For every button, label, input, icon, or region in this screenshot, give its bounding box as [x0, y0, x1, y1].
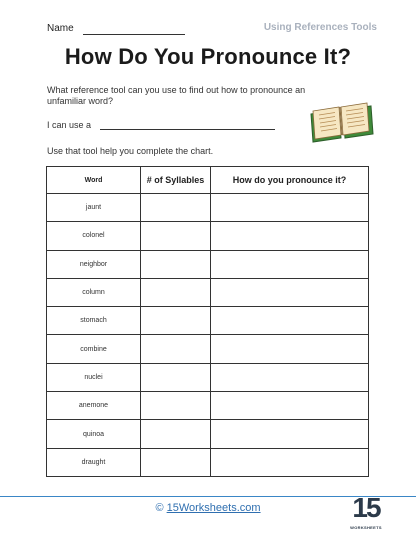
worksheet-subject: Using References Tools: [263, 22, 377, 33]
open-book-icon: [305, 100, 377, 146]
word-cell: anemone: [47, 392, 141, 420]
word-cell: jaunt: [47, 194, 141, 222]
page-title: How Do You Pronounce It?: [64, 44, 352, 69]
table-row: [47, 363, 369, 391]
pronunciation-cell[interactable]: [211, 194, 369, 222]
logo-text: WORKSHEETS: [350, 525, 382, 530]
pronunciation-cell[interactable]: [211, 307, 369, 335]
pronunciation-cell[interactable]: [211, 278, 369, 306]
table-header-row: [47, 167, 369, 194]
table-row: [47, 278, 369, 306]
syllables-cell[interactable]: [141, 250, 211, 278]
syllables-cell[interactable]: [141, 335, 211, 363]
table-row: [47, 250, 369, 278]
question-text: What reference tool can you use to find out how to pronounce an unfamiliar word?: [47, 85, 306, 106]
pronunciation-table: [46, 166, 369, 477]
table-row: [47, 222, 369, 250]
pronunciation-cell[interactable]: [211, 250, 369, 278]
pronunciation-cell[interactable]: [211, 335, 369, 363]
table-row: [47, 335, 369, 363]
syllables-cell[interactable]: [141, 278, 211, 306]
word-cell: column: [47, 278, 141, 306]
column-header-syllables: # of Syllables: [141, 167, 211, 194]
table-row: [47, 194, 369, 222]
word-cell: nuclei: [47, 363, 141, 391]
word-cell: combine: [47, 335, 141, 363]
pronunciation-cell[interactable]: [211, 392, 369, 420]
syllables-cell[interactable]: [141, 392, 211, 420]
pronunciation-cell[interactable]: [211, 222, 369, 250]
answer-prompt: I can use a: [47, 120, 92, 130]
site-link[interactable]: 15Worksheets.com: [166, 502, 261, 514]
word-cell: draught: [47, 448, 141, 476]
name-row: [47, 22, 377, 38]
column-header-word: Word: [47, 167, 141, 194]
table-row: [47, 448, 369, 476]
syllables-cell[interactable]: [141, 448, 211, 476]
name-label: Name: [47, 23, 74, 34]
word-cell: colonel: [47, 222, 141, 250]
name-line: [83, 34, 185, 35]
brand-logo: [348, 492, 384, 535]
word-cell: stomach: [47, 307, 141, 335]
syllables-cell[interactable]: [141, 363, 211, 391]
column-header-pronunciation: How do you pronounce it?: [211, 167, 369, 194]
table-row: [47, 392, 369, 420]
syllables-cell[interactable]: [141, 194, 211, 222]
pronunciation-cell[interactable]: [211, 448, 369, 476]
word-cell: quinoa: [47, 420, 141, 448]
syllables-cell[interactable]: [141, 222, 211, 250]
table-row: [47, 420, 369, 448]
answer-line: [100, 129, 275, 130]
pronunciation-cell[interactable]: [211, 420, 369, 448]
syllables-cell[interactable]: [141, 307, 211, 335]
pronunciation-cell[interactable]: [211, 363, 369, 391]
copyright-symbol: ©: [155, 502, 164, 514]
logo-number: 15: [352, 492, 380, 523]
instruction-text: Use that tool help you complete the chart.: [47, 146, 214, 156]
table-row: [47, 307, 369, 335]
word-cell: neighbor: [47, 250, 141, 278]
syllables-cell[interactable]: [141, 420, 211, 448]
